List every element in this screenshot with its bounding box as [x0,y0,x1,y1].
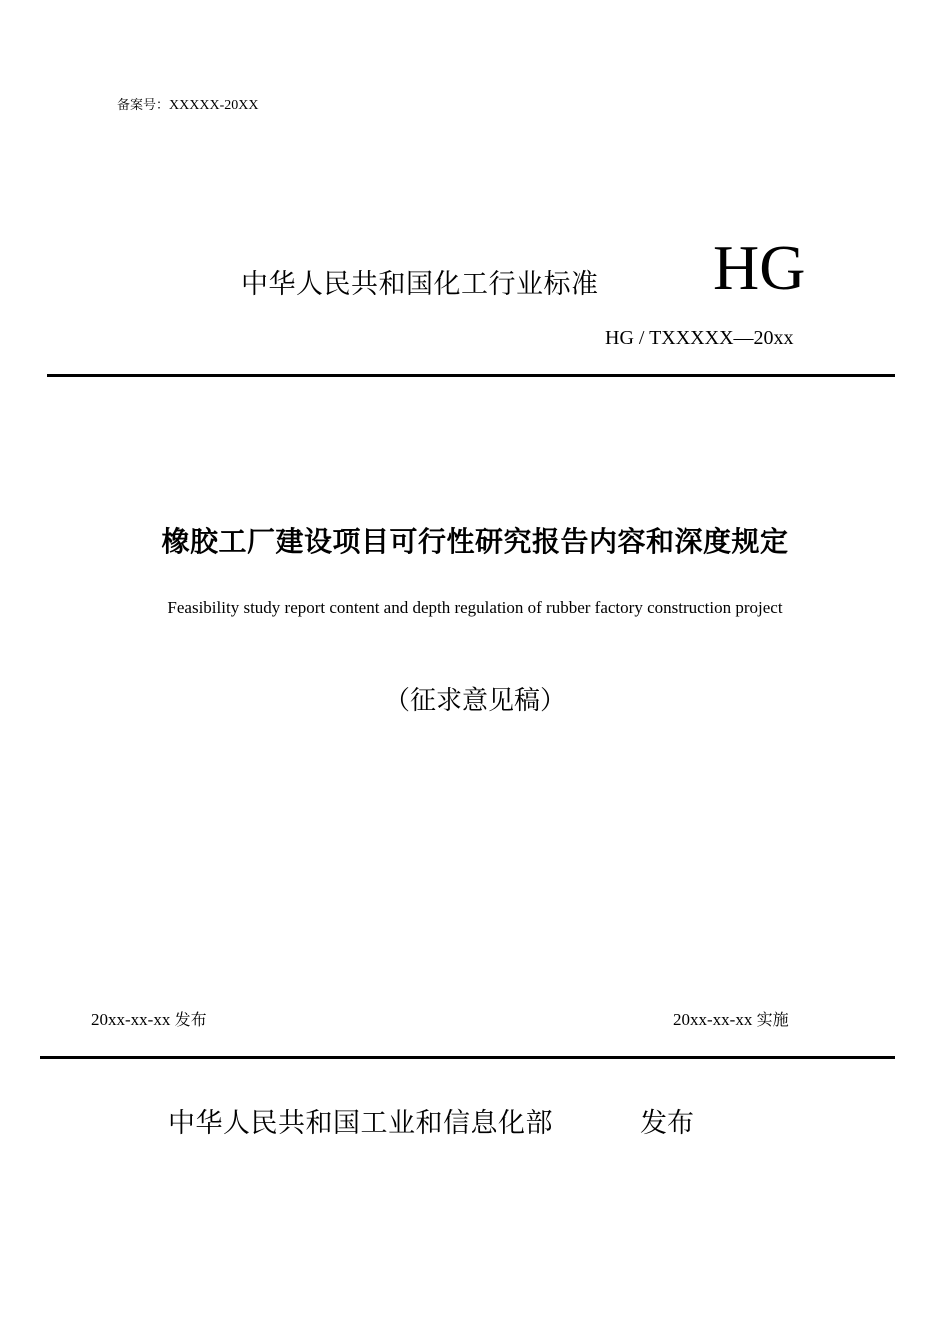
record-number-value: XXXXX-20XX [169,98,259,113]
document-title-chinese: 橡胶工厂建设项目可行性研究报告内容和深度规定 [161,525,789,558]
draft-status-label: （征求意见稿） [383,686,566,716]
implement-date-label: 实施 [756,1010,789,1029]
publish-date-label: 发布 [174,1010,207,1029]
issuing-authority: 中华人民共和国工业和信息化部 [168,1108,553,1139]
implement-date-value: 20xx-xx-xx [673,1010,753,1029]
top-divider [47,374,895,377]
standard-category-title: 中华人民共和国化工行业标准 [241,269,599,300]
publish-date [91,1007,207,1030]
record-number-label: 备案号： [117,98,170,113]
bottom-divider [40,1056,895,1059]
document-title-english: Feasibility study report content and depth regulation of rubber factory construction project [167,598,783,617]
standard-code: HG / TXXXXX—20xx [605,327,794,349]
standard-mark: HG [713,232,806,303]
publish-date-value: 20xx-xx-xx [91,1010,171,1029]
record-number [117,94,258,114]
issue-verb: 发布 [640,1108,694,1139]
implement-date [673,1007,789,1030]
